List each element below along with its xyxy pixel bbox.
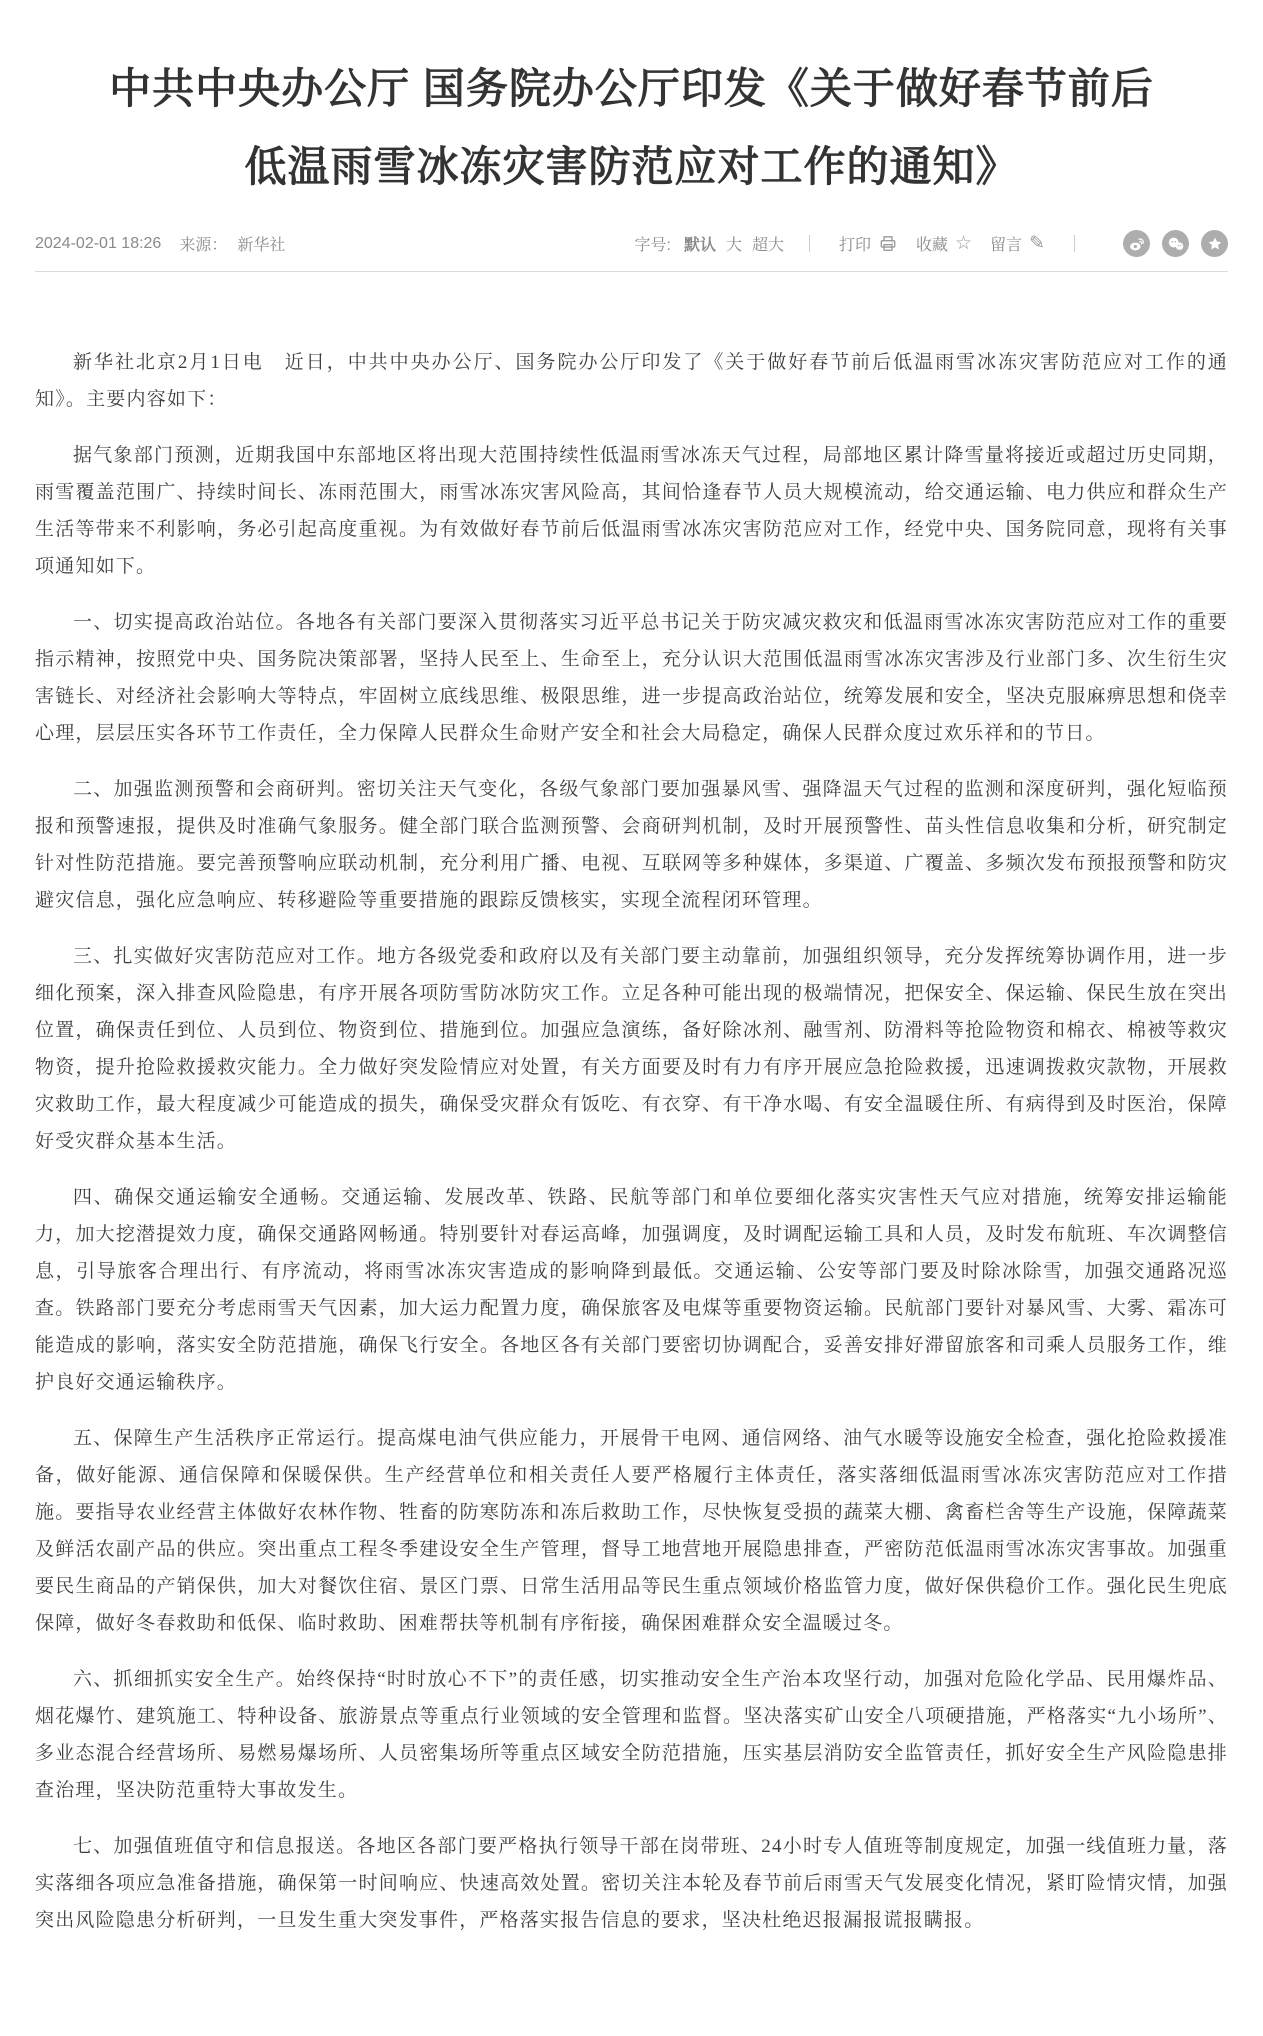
star-share-icon — [1205, 234, 1225, 254]
print-button[interactable] — [839, 232, 898, 255]
article-paragraph: 新华社北京2月1日电 近日，中共中央办公厅、国务院办公厅印发了《关于做好春节前后低温雨雪冰冻灾害防范应对工作的通知》。主要内容如下： — [35, 352, 1228, 410]
weibo-icon — [1127, 234, 1147, 254]
comment-label: 留言 — [990, 237, 1023, 254]
meta-toolbar — [634, 230, 1228, 257]
meta-left — [35, 232, 285, 255]
favorite-button[interactable] — [916, 232, 972, 255]
share-wechat-button[interactable] — [1162, 230, 1189, 257]
article-paragraph: 七、加强值班值守和信息报送。各地区各部门要严格执行领导干部在岗带班、24小时专人值班等制度规定，加强一线值班力量，落实落细各项应急准备措施，确保第一时间响应、快速高效处置。密切关注本轮及春节前后雨雪天气发展变化情况，紧盯险情灾情，加强突出风险隐患分析研判，一旦发生重大突发事件，严格落实报告信息的要求，坚决杜绝迟报漏报谎报瞒报。 — [35, 1836, 1228, 1931]
source-label: 来源： — [179, 237, 228, 254]
toolbar-divider — [1074, 235, 1075, 252]
page-title: 中共中央办公厅 国务院办公厅印发《关于做好春节前后低温雨雪冰冻灾害防范应对工作的通知》 — [109, 65, 1154, 190]
meta-bar — [35, 230, 1228, 272]
publish-datetime: 2024-02-01 18:26 — [35, 234, 162, 252]
source-value: 新华社 — [237, 237, 286, 254]
article-paragraph: 六、抓细抓实安全生产。始终保持“时时放心不下”的责任感，切实推动安全生产治本攻坚行动，加强对危险化学品、民用爆炸品、烟花爆竹、建筑施工、特种设备、旅游景点等重点行业领域的安全管理和监督。坚决落实矿山安全八项硬措施，严格落实“九小场所”、多业态混合经营场所、易燃易爆场所、人员密集场所等重点区域安全防范措施，压实基层消防安全监管责任，抓好安全生产风险隐患排查治理，坚决防范重特大事故发生。 — [35, 1669, 1228, 1801]
font-size-option-large[interactable]: 大 — [725, 237, 742, 254]
article-paragraph: 据气象部门预测，近期我国中东部地区将出现大范围持续性低温雨雪冰冻天气过程，局部地区累计降雪量将接近或超过历史同期，雨雪覆盖范围广、持续时间长、冻雨范围大，雨雪冰冻灾害风险高，其间恰逢春节人员大规模流动，给交通运输、电力供应和群众生产生活等带来不利影响，务必引起高度重视。为有效做好春节前后低温雨雪冰冻灾害防范应对工作，经党中央、国务院同意，现将有关事项通知如下。 — [35, 445, 1228, 577]
article-paragraph: 五、保障生产生活秩序正常运行。提高煤电油气供应能力，开展骨干电网、通信网络、油气水暖等设施安全检查，强化抢险救援准备，做好能源、通信保障和保暖保供。生产经营单位和相关责任人要严格履行主体责任，落实落细低温雨雪冰冻灾害防范应对工作措施。要指导农业经营主体做好农林作物、牲畜的防寒防冻和冻后救助工作，尽快恢复受损的蔬菜大棚、禽畜栏舍等生产设施，保障蔬菜及鲜活农副产品的供应。突出重点工程冬季建设安全生产管理，督导工地营地开展隐患排查，严密防范低温雨雪冰冻灾害事故。加强重要民生商品的产销保供，加大对餐饮住宿、景区门票、日常生活用品等民生重点领域价格监管力度，做好保供稳价工作。强化民生兜底保障，做好冬春救助和低保、临时救助、困难帮扶等机制有序衔接，确保困难群众安全温暖过冬。 — [35, 1428, 1228, 1634]
comment-button[interactable] — [990, 232, 1045, 255]
print-label: 打印 — [838, 237, 871, 254]
article-paragraph: 一、切实提高政治站位。各地各有关部门要深入贯彻落实习近平总书记关于防灾减灾救灾和低温雨雪冰冻灾害防范应对工作的重要指示精神，按照党中央、国务院决策部署，坚持人民至上、生命至上，充分认识大范围低温雨雪冰冻灾害涉及行业部门多、次生衍生灾害链长、对经济社会影响大等特点，牢固树立底线思维、极限思维，进一步提高政治站位，统筹发展和安全，坚决克服麻痹思想和侥幸心理，层层压实各环节工作责任，全力保障人民群众生命财产安全和社会大局稳定，确保人民群众度过欢乐祥和的节日。 — [35, 612, 1228, 744]
share-group — [1111, 230, 1228, 257]
pencil-icon: ✎ — [1029, 232, 1045, 254]
printer-icon — [878, 234, 898, 253]
favorite-label: 收藏 — [916, 237, 949, 254]
font-size-option-xlarge[interactable]: 超大 — [751, 237, 784, 254]
article-paragraph: 三、扎实做好灾害防范应对工作。地方各级党委和政府以及有关部门要主动靠前，加强组织领导，充分发挥统筹协调作用，进一步细化预案，深入排查风险隐患，有序开展各项防雪防冰防灾工作。立足各种可能出现的极端情况，把保安全、保运输、保民生放在突出位置，确保责任到位、人员到位、物资到位、措施到位。加强应急演练，备好除冰剂、融雪剂、防滑料等抢险物资和棉衣、棉被等救灾物资，提升抢险救援救灾能力。全力做好突发险情应对处置，有关方面要及时有力有序开展应急抢险救援，迅速调拨救灾款物，开展救灾救助工作，最大程度减少可能造成的损失，确保受灾群众有饭吃、有衣穿、有干净水喝、有安全温暖住所、有病得到及时医治，保障好受灾群众基本生活。 — [35, 946, 1228, 1152]
font-size-label: 字号: — [634, 237, 671, 254]
font-size-option-default[interactable]: 默认 — [683, 237, 716, 254]
star-outline-icon: ☆ — [955, 232, 973, 254]
article-body — [35, 272, 1228, 1939]
share-more-button[interactable] — [1201, 230, 1228, 257]
article-paragraph: 四、确保交通运输安全通畅。交通运输、发展改革、铁路、民航等部门和单位要细化落实灾害性天气应对措施，统筹安排运输能力，加大挖潜提效力度，确保交通路网畅通。特别要针对春运高峰，加强调度，及时调配运输工具和人员，及时发布航班、车次调整信息，引导旅客合理出行、有序流动，将雨雪冰冻灾害造成的影响降到最低。交通运输、公安等部门要及时除冰除雪，加强交通路况巡查。铁路部门要充分考虑雨雪天气因素，加大运力配置力度，确保旅客及电煤等重要物资运输。民航部门要针对暴风雪、大雾、霜冻可能造成的影响，落实安全防范措施，确保飞行安全。各地区各有关部门要密切协调配合，妥善安排好滞留旅客和司乘人员服务工作，维护良好交通运输秩序。 — [35, 1187, 1228, 1393]
share-weibo-button[interactable] — [1123, 230, 1150, 257]
toolbar-divider — [809, 235, 810, 252]
wechat-icon — [1166, 234, 1186, 254]
article-paragraph: 二、加强监测预警和会商研判。密切关注天气变化，各级气象部门要加强暴风雪、强降温天气过程的监测和深度研判，强化短临预报和预警速报，提供及时准确气象服务。健全部门联合监测预警、会商研判机制，及时开展预警性、苗头性信息收集和分析，研究制定针对性防范措施。要完善预警响应联动机制，充分利用广播、电视、互联网等多种媒体，多渠道、广覆盖、多频次发布预报预警和防灾避灾信息，强化应急响应、转移避险等重要措施的跟踪反馈核实，实现全流程闭环管理。 — [35, 779, 1228, 911]
